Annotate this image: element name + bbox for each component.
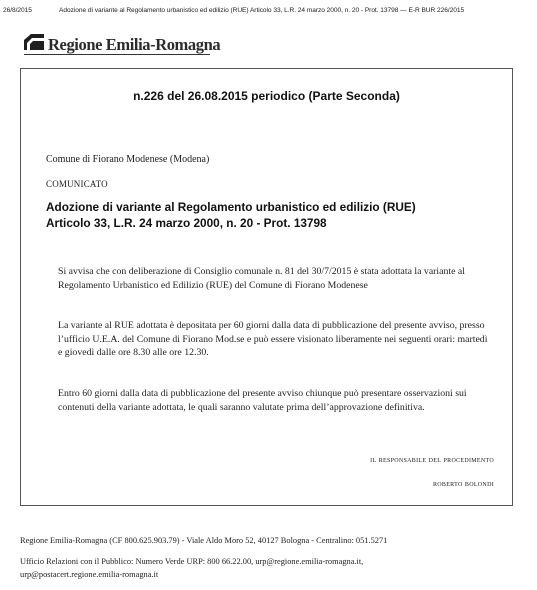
notice-box [20,68,513,506]
notice-title-line1: Adozione di variante al Regolamento urbanistico ed edilizio (RUE) [46,200,416,214]
page-header [3,7,534,14]
paragraph-adoption: Si avvisa che con deliberazione di Consiglio comunale n. 81 del 30/7/2015 è stata adottata la variante al Regolamento Urbanistico ed Edilizio (RUE) del Comune di Fiorano Modenese [58,266,465,291]
notice-title [46,199,506,231]
logo-rule [24,54,210,55]
commune-name: Comune di Fiorano Modenese (Modena) [46,154,210,165]
bulletin-header: n.226 del 26.08.2015 periodico (Parte Seconda) [133,89,400,103]
header-date: 26/8/2015 [3,7,32,14]
regione-emblem-icon [24,34,44,50]
footer-pec: urp@postacert.regione.emilia-romagna.it [20,570,159,579]
header-text: Adozione di variante al Regolamento urbanistico ed edilizio (RUE) Articolo 33, L.R. 24 marzo 2000, n. 20 - Prot. 13798 — E-R BUR 226/2015 [59,7,465,14]
notice-type: COMUNICATO [46,179,108,189]
notice-title-line2: Articolo 33, L.R. 24 marzo 2000, n. 20 - Prot. 13798 [46,216,327,230]
footer-urp: Ufficio Relazioni con il Pubblico: Numero Verde URP: 800 66.22.00, urp@regione.emilia-romagna.it, [20,557,364,566]
logo-text: Regione Emilia-Romagna [48,35,221,54]
signature-name: roberto bolondi [432,479,494,488]
signature-role: il responsabile del procedimento [370,455,494,464]
paragraph-deposit: La variante al RUE adottata è depositata per 60 giorni dalla data di pubblicazione del presente avviso, presso l’ufficio U.E.A. del Comune di Fiorano Mod.se e può essere visionato liberamente nei seguenti orari: martedì e giovedì dalle ore 8.30 alle ore 12.30. [58,320,488,359]
footer-address: Regione Emilia-Romagna (CF 800.625.903.79) - Viale Aldo Moro 52, 40127 Bologna - Centralino: 051.5271 [20,536,388,545]
paragraph-observations: Entro 60 giorni dalla data di pubblicazione del presente avviso chiunque può presentare osservazioni sui contenuti della variante adottata, le quali saranno valutate prima dell’approvazione definitiva. [58,388,467,413]
